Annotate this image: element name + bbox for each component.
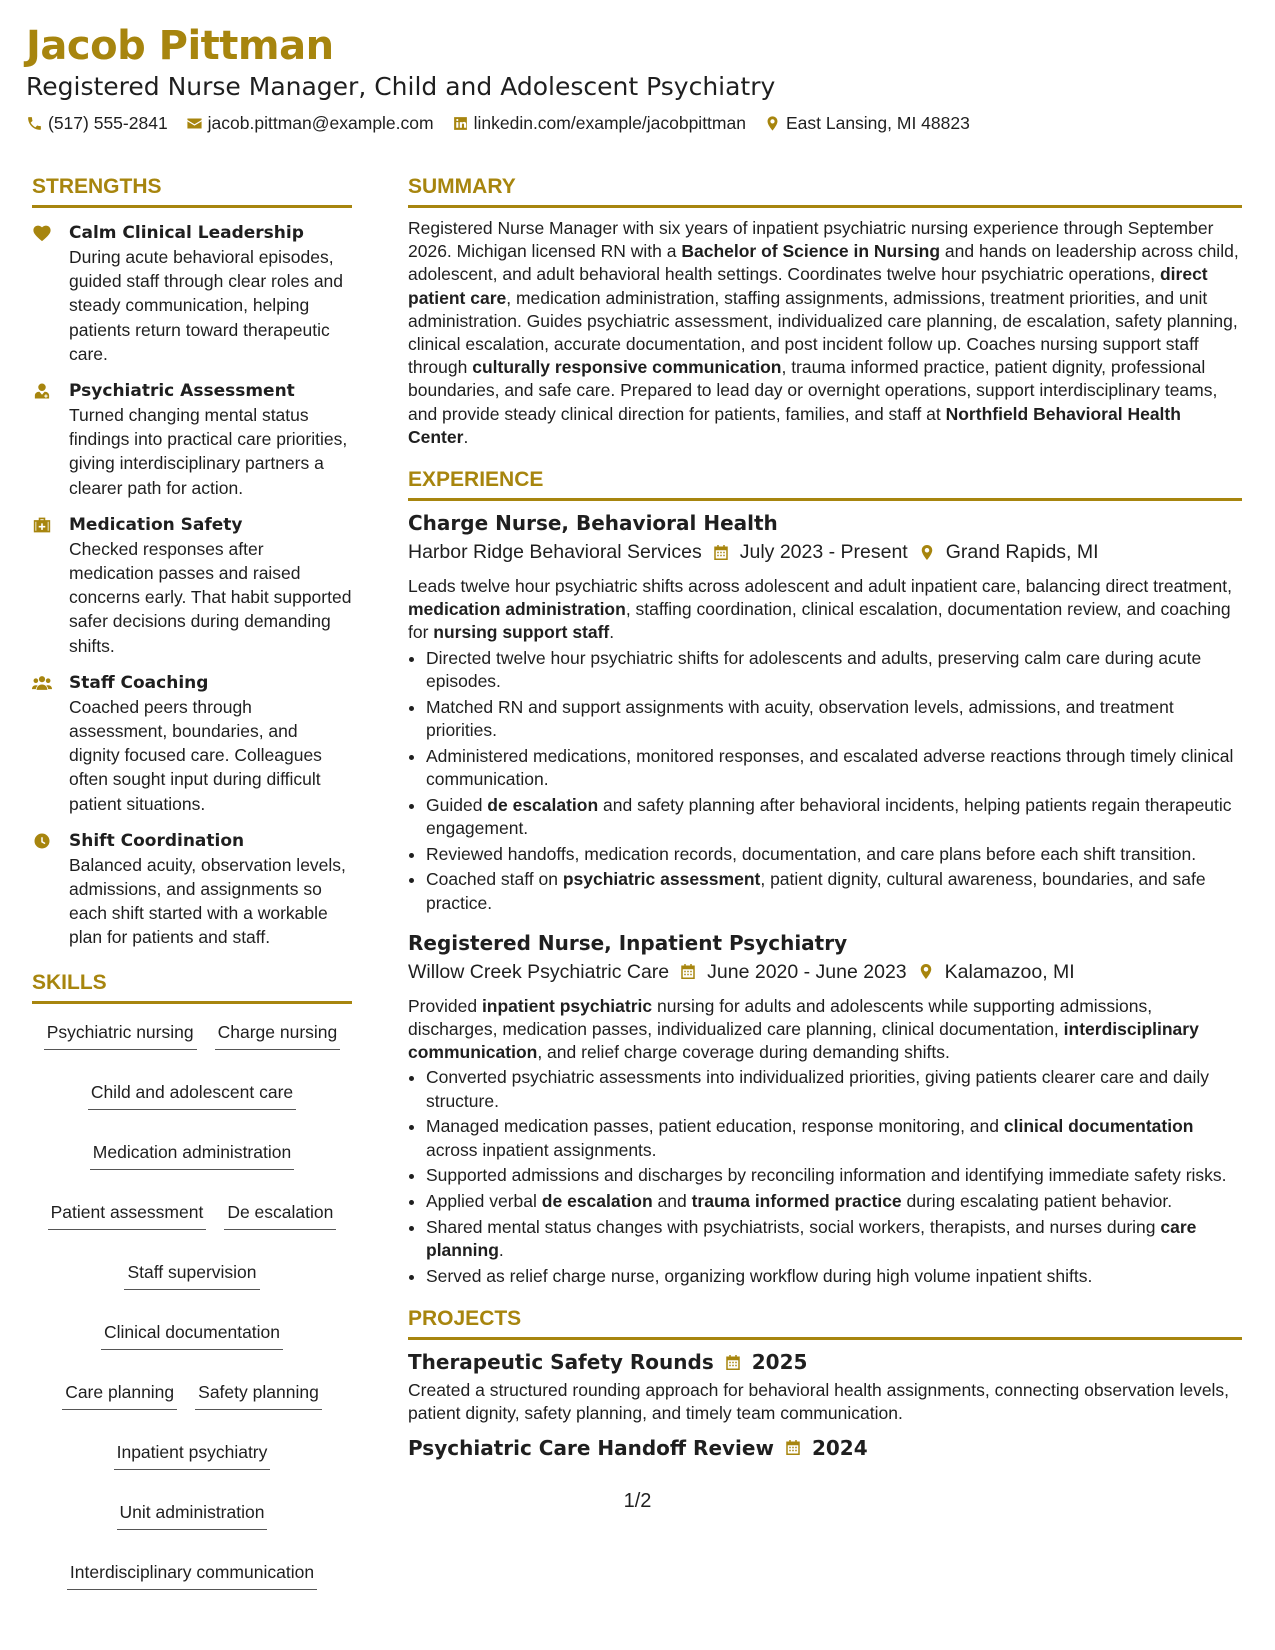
projects-heading: PROJECTS xyxy=(408,1304,1242,1340)
job-meta xyxy=(408,958,1242,986)
strength-desc: Checked responses after medication passes and raised concerns early. That habit supported safer decisions during demanding shifts. xyxy=(69,538,352,656)
left-column xyxy=(32,172,352,1590)
text-run: Supported admissions and discharges by reconciling information and identifying immediate safety risks. xyxy=(426,1165,1227,1186)
location-icon xyxy=(917,962,935,981)
contact-location xyxy=(764,110,970,136)
skill-chip: Staff supervision xyxy=(124,1258,259,1290)
job-bullets xyxy=(408,647,1242,915)
skill-chip: Charge nursing xyxy=(215,1018,341,1050)
strength-desc: During acute behavioral episodes, guided staff through clear roles and steady communication, helping patients return toward therapeutic care. xyxy=(69,247,344,364)
strength-item xyxy=(32,671,352,816)
strength-desc: Turned changing mental status findings into practical care priorities, giving interdisciplinary partners a clearer path for action. xyxy=(69,405,348,498)
emphasis-text: de escalation xyxy=(541,1191,653,1212)
contact-email[interactable] xyxy=(186,110,434,136)
email-icon xyxy=(186,115,203,132)
strength-title: Psychiatric Assessment xyxy=(69,381,295,402)
skill-chip: Clinical documentation xyxy=(101,1318,283,1350)
clock-icon xyxy=(32,832,52,850)
skill-chip: Medication administration xyxy=(90,1138,294,1170)
project-year: 2024 xyxy=(811,1435,868,1460)
candidate-headline: Registered Nurse Manager, Child and Adolescent Psychiatry xyxy=(26,72,776,101)
job-entry xyxy=(408,509,1242,915)
emphasis-text: nursing support staff xyxy=(433,622,610,643)
job-description xyxy=(408,995,1242,1065)
skill-chip: Unit administration xyxy=(117,1498,268,1530)
location-icon xyxy=(918,543,936,562)
summary-heading: SUMMARY xyxy=(408,172,1242,208)
bullet-item xyxy=(426,1115,1242,1161)
text-run: Provided xyxy=(408,995,482,1016)
text-run: Leads twelve hour psychiatric shifts across adolescent and adult inpatient care, balancing direct treatment, xyxy=(408,576,1232,597)
text-run: , medication administration, staffing assignments, admissions, treatment priorities, and unit administration. Guides psychiatric assessment, individualized care planning, de escalation, safety planning, clinical escalation, accurate documentation, and post incident follow up. Coaches nursing support staff through xyxy=(408,287,1238,378)
skill-chip: Patient assessment xyxy=(48,1198,207,1230)
job-company: Harbor Ridge Behavioral Services xyxy=(408,541,702,564)
medical-kit-icon xyxy=(32,516,52,534)
bullet-item xyxy=(426,1164,1242,1187)
job-company: Willow Creek Psychiatric Care xyxy=(408,960,670,983)
skill-chip: Child and adolescent care xyxy=(88,1078,296,1110)
text-run: Coached staff on xyxy=(426,869,563,890)
strength-title: Staff Coaching xyxy=(69,672,209,693)
emphasis-text: psychiatric assessment xyxy=(562,869,761,890)
text-run: during escalating patient behavior. xyxy=(901,1191,1173,1212)
text-run: across inpatient assignments. xyxy=(426,1139,657,1160)
job-title: Registered Nurse, Inpatient Psychiatry xyxy=(408,930,848,955)
strength-title: Calm Clinical Leadership xyxy=(69,223,304,243)
emphasis-text: inpatient psychiatric xyxy=(481,995,653,1016)
location-text: East Lansing, MI 48823 xyxy=(785,113,970,133)
bullet-item xyxy=(426,647,1242,693)
text-run: . xyxy=(498,1240,504,1261)
emphasis-text: care planning xyxy=(426,1217,1197,1261)
text-run: Guided xyxy=(426,794,488,815)
emphasis-text: Bachelor of Science in Nursing xyxy=(681,241,941,262)
phone-text: (517) 555-2841 xyxy=(48,113,168,133)
job-title: Charge Nurse, Behavioral Health xyxy=(408,511,778,536)
summary-text xyxy=(408,217,1242,449)
text-run: nursing for adults and adolescents while supporting admissions, discharges, medication passes, individualized care planning, clinical documentation, xyxy=(408,995,1153,1040)
bullet-item xyxy=(426,843,1242,866)
skill-chip: De escalation xyxy=(224,1198,336,1230)
page-number: 1/2 xyxy=(623,1490,652,1512)
text-run: , trauma informed practice, patient dignity, professional boundaries, and safe care. Prepared to lead day or overnight operations, support interdisciplinary teams, and provide steady clinical direction for patients, families, and staff at xyxy=(408,357,1218,424)
strength-desc: Balanced acuity, observation levels, admissions, and assignments so each shift started with a workable plan for patients and staff. xyxy=(69,854,346,948)
calendar-icon xyxy=(724,1353,742,1372)
contact-phone[interactable] xyxy=(26,110,168,136)
text-run: Converted psychiatric assessments into individualized priorities, giving patients clearer care and daily structure. xyxy=(426,1067,1210,1111)
heart-icon xyxy=(32,224,52,242)
emphasis-text: de escalation xyxy=(487,794,599,815)
project-description: Created a structured rounding approach for behavioral health assignments, connecting observation levels, patient dignity, safety planning, and timely team communication. xyxy=(408,1380,1230,1424)
linkedin-text: linkedin.com/example/jacobpittman xyxy=(473,113,746,133)
phone-icon xyxy=(26,115,43,132)
strength-item xyxy=(32,379,352,500)
strength-title: Medication Safety xyxy=(69,514,243,535)
skills-heading: SKILLS xyxy=(32,968,352,1004)
text-run: . xyxy=(609,622,615,643)
strength-item xyxy=(32,829,352,950)
calendar-icon xyxy=(712,543,730,562)
project-title: Psychiatric Care Handoff Review xyxy=(408,1435,774,1460)
job-description xyxy=(408,575,1242,645)
experience-heading: EXPERIENCE xyxy=(408,465,1242,501)
emphasis-text: direct patient care xyxy=(408,264,1208,308)
user-doctor-icon xyxy=(32,382,52,400)
right-column xyxy=(408,172,1242,1462)
emphasis-text: Northfield Behavioral Health Center xyxy=(408,403,1181,447)
emphasis-text: culturally responsive communication xyxy=(472,357,782,378)
project-year: 2025 xyxy=(751,1350,808,1375)
bullet-item xyxy=(426,1190,1242,1213)
text-run: , and relief charge coverage during demanding shifts. xyxy=(537,1042,950,1063)
emphasis-text: medication administration xyxy=(408,599,626,620)
text-run: Administered medications, monitored responses, and escalated adverse reactions through timely clinical communication. xyxy=(426,745,1234,789)
text-run: and safety planning after behavioral incidents, helping patients regain therapeutic engagement. xyxy=(426,794,1232,838)
users-icon xyxy=(32,674,52,692)
strength-item xyxy=(32,221,352,366)
project-title-row xyxy=(408,1434,1242,1462)
project-title: Therapeutic Safety Rounds xyxy=(408,1350,714,1375)
text-run: Managed medication passes, patient education, response monitoring, and xyxy=(426,1116,1004,1137)
candidate-name: Jacob Pittman xyxy=(26,23,334,69)
emphasis-text: interdisciplinary communication xyxy=(408,1019,1199,1063)
location-icon xyxy=(764,115,781,132)
text-run: . xyxy=(463,426,469,447)
job-entry xyxy=(408,929,1242,1288)
bullet-item xyxy=(426,1216,1242,1262)
job-dates: June 2020 - June 2023 xyxy=(707,960,907,983)
bullet-item xyxy=(426,794,1242,840)
job-location: Grand Rapids, MI xyxy=(945,541,1099,564)
skill-chip: Care planning xyxy=(62,1378,177,1410)
bullet-item xyxy=(426,696,1242,742)
emphasis-text: clinical documentation xyxy=(1003,1116,1194,1137)
text-run: Matched RN and support assignments with acuity, observation levels, admissions, and treatment priorities. xyxy=(426,696,1174,740)
text-run: Served as relief charge nurse, organizing workflow during high volume inpatient shifts. xyxy=(426,1266,1093,1287)
text-run: Shared mental status changes with psychiatrists, social workers, therapists, and nurses during xyxy=(426,1217,1161,1238)
text-run: Reviewed handoffs, medication records, documentation, and care plans before each shift transition. xyxy=(426,843,1197,864)
job-location: Kalamazoo, MI xyxy=(944,960,1075,983)
text-run: , patient dignity, cultural awareness, boundaries, and safe practice. xyxy=(426,869,1206,913)
bullet-item xyxy=(426,1066,1242,1112)
contact-linkedin[interactable] xyxy=(452,110,746,136)
text-run: , staffing coordination, clinical escalation, documentation review, and coaching for xyxy=(408,599,1231,643)
skill-chip: Psychiatric nursing xyxy=(44,1018,197,1050)
job-dates: July 2023 - Present xyxy=(739,541,908,564)
calendar-icon xyxy=(784,1438,802,1457)
contact-bar xyxy=(26,110,1249,136)
text-run: Registered Nurse Manager with six years of inpatient psychiatric nursing experience through September 2026. Michigan licensed RN with a xyxy=(408,218,1214,262)
text-run: and hands on leadership across child, adolescent, and adult behavioral health settings. Coordinates twelve hour psychiatric operations, xyxy=(408,241,1239,285)
linkedin-icon xyxy=(452,115,469,132)
calendar-icon xyxy=(679,962,697,981)
skill-chip: Safety planning xyxy=(195,1378,322,1410)
skill-chip: Inpatient psychiatry xyxy=(114,1438,271,1470)
email-text: jacob.pittman@example.com xyxy=(207,113,434,133)
bullet-item xyxy=(426,745,1242,791)
bullet-item xyxy=(426,868,1242,914)
skill-chip: Interdisciplinary communication xyxy=(67,1558,317,1590)
strengths-heading: STRENGTHS xyxy=(32,172,352,208)
project-entry xyxy=(408,1348,1242,1425)
job-meta xyxy=(408,538,1242,566)
project-entry xyxy=(408,1434,1242,1462)
strength-item xyxy=(32,513,352,658)
text-run: Directed twelve hour psychiatric shifts for adolescents and adults, preserving calm care during acute episodes. xyxy=(426,647,1202,691)
project-title-row xyxy=(408,1348,1242,1376)
job-bullets xyxy=(408,1066,1242,1288)
bullet-item xyxy=(426,1265,1242,1288)
strength-desc: Coached peers through assessment, boundaries, and dignity focused care. Colleagues often sought input during difficult patient situations. xyxy=(69,696,322,814)
emphasis-text: trauma informed practice xyxy=(691,1191,902,1212)
strength-title: Shift Coordination xyxy=(69,830,245,851)
text-run: Applied verbal xyxy=(426,1191,542,1212)
text-run: and xyxy=(652,1191,692,1212)
resume-header xyxy=(26,22,1249,136)
